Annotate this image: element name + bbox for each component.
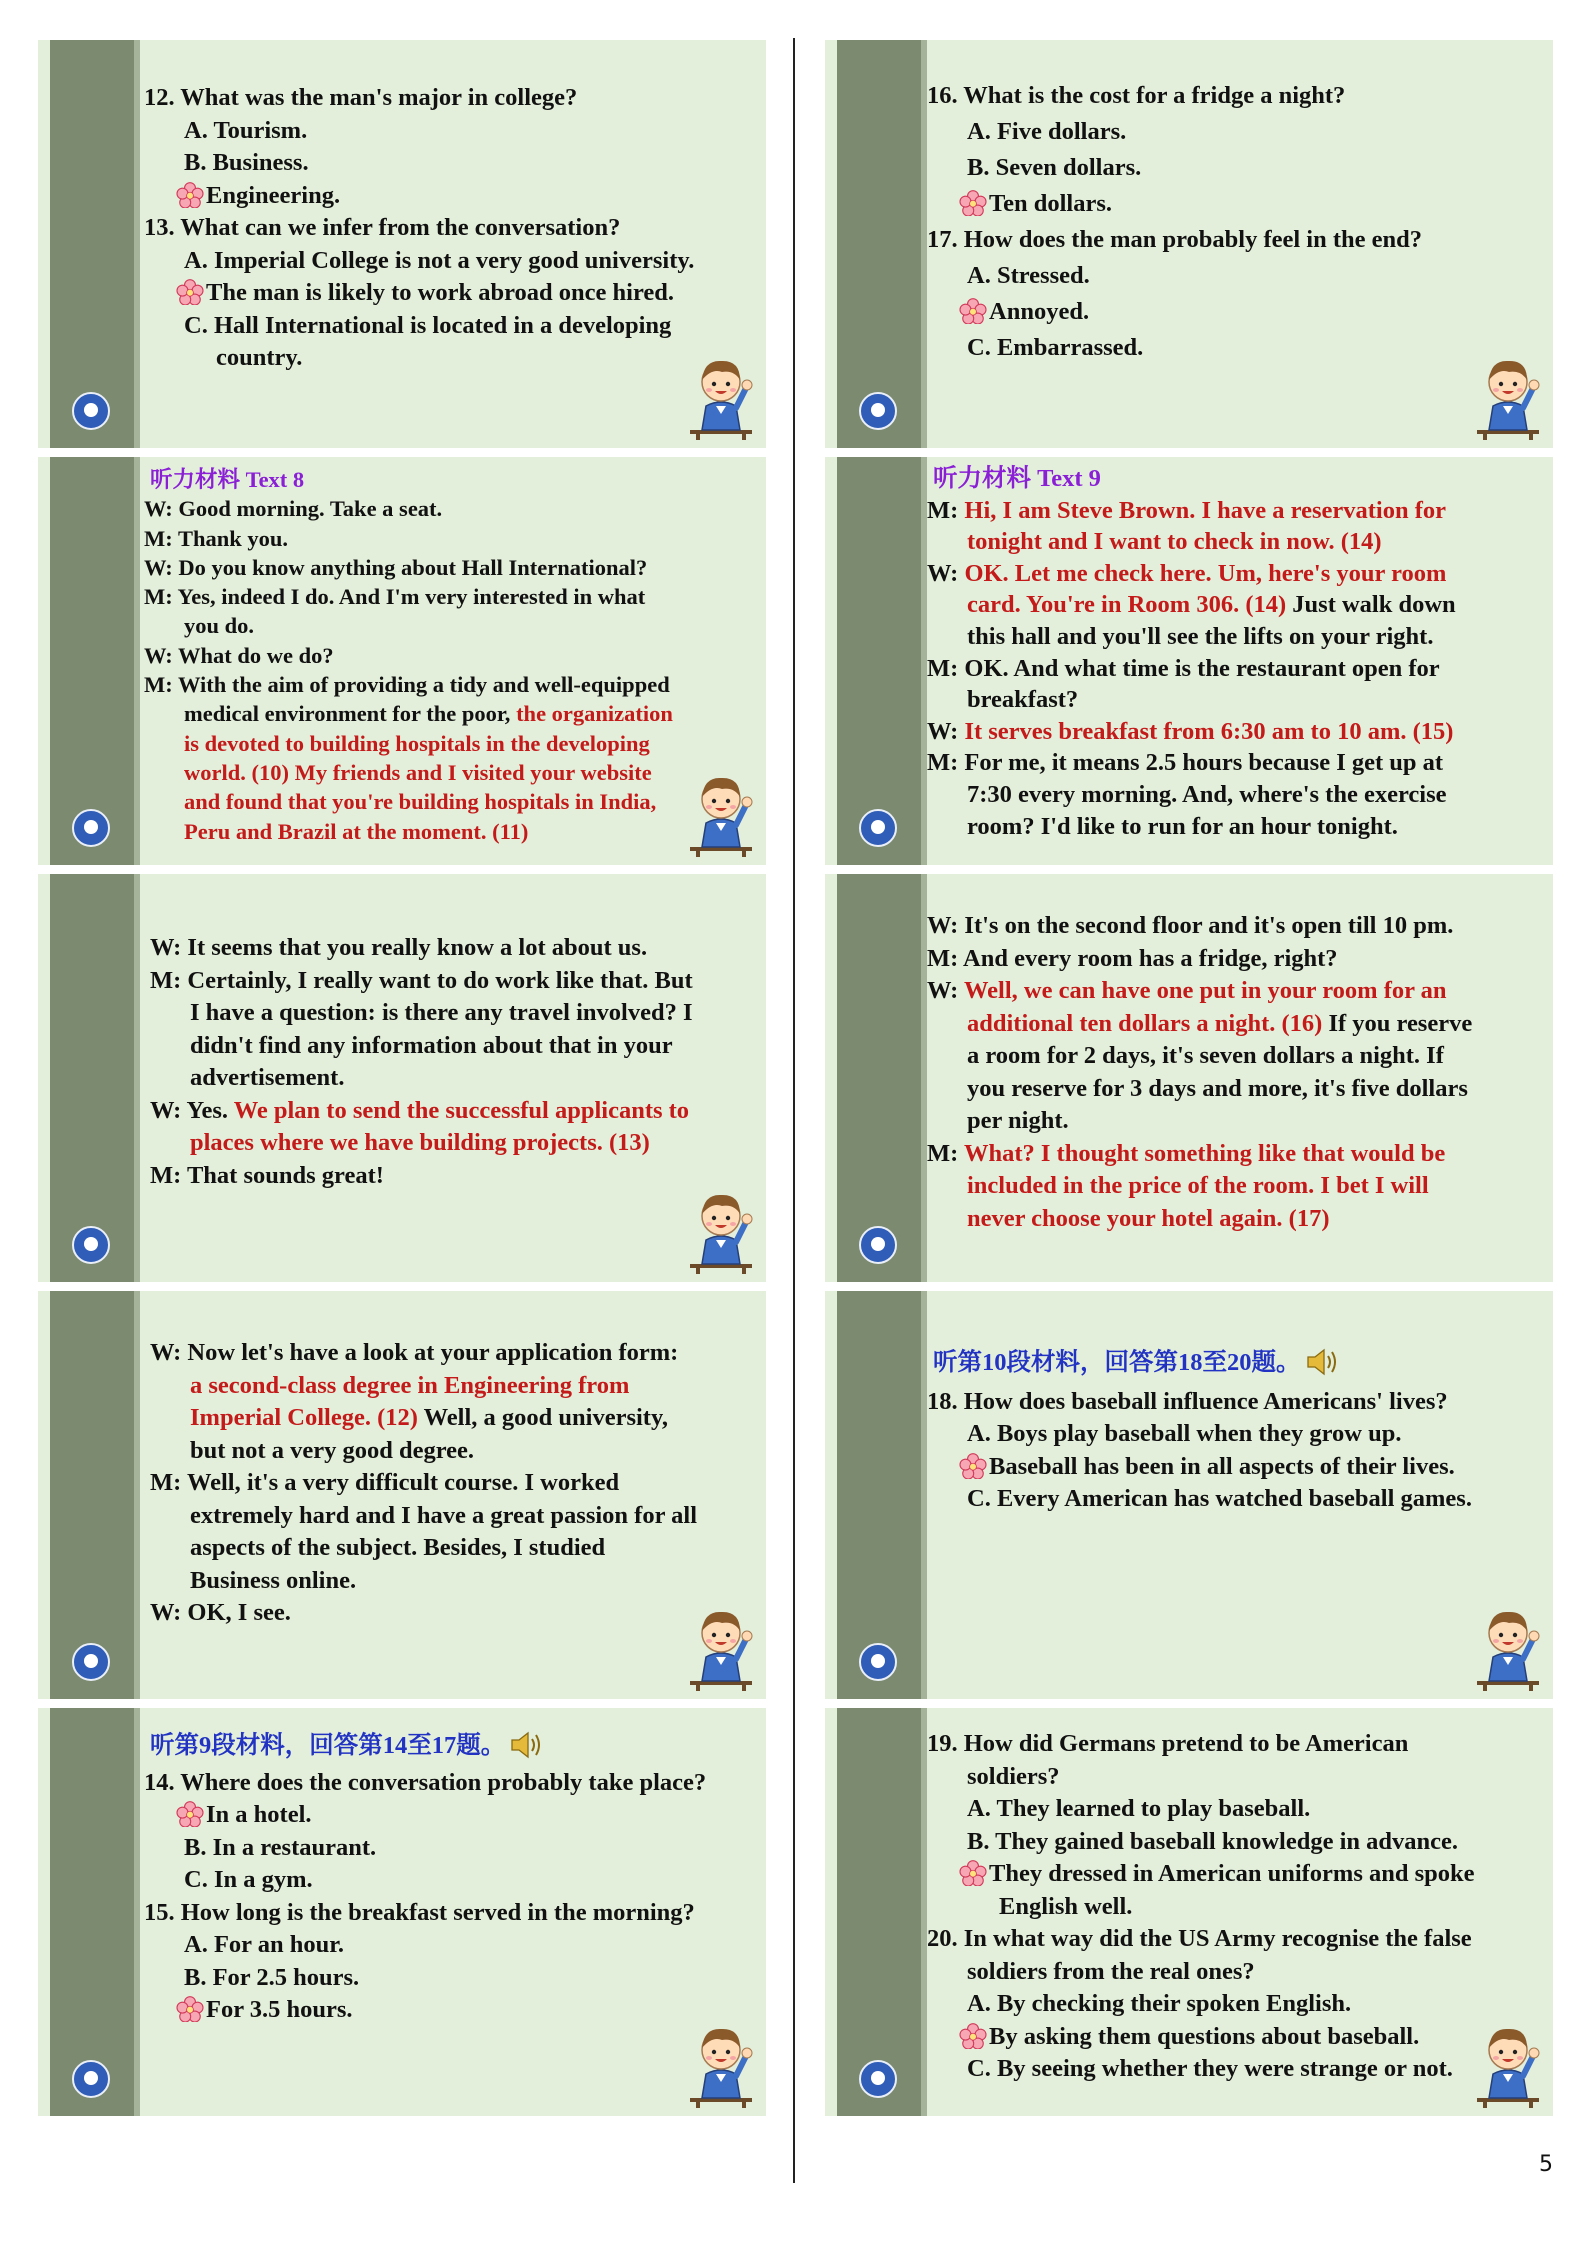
transcript-line: I have a question: is there any travel involved? I <box>190 999 693 1026</box>
school-logo-icon <box>859 809 897 847</box>
slide-side-stripe <box>134 1291 140 1699</box>
answer-flower-icon <box>959 2023 987 2049</box>
option-19b: B. They gained baseball knowledge in advance. <box>967 1827 1459 1855</box>
slide-side-bar <box>837 40 921 448</box>
slide-text8-part1 <box>38 457 766 865</box>
section-heading: 听力材料 Text 9 <box>933 465 1101 492</box>
option-17b-text: Annoyed. <box>989 298 1090 325</box>
transcript-text: medical environment for the poor, <box>184 701 517 727</box>
option-20b-text: By asking them questions about baseball. <box>989 2022 1420 2050</box>
option-12c-text: Engineering. <box>206 181 341 209</box>
transcript-line: advertisement. <box>190 1064 345 1091</box>
option-17b <box>927 294 1547 330</box>
transcript-line: M: Certainly, I really want to do work like that. But <box>150 966 693 994</box>
question-19: 19. How did Germans pretend to be American <box>927 1730 1409 1757</box>
answer-highlight: What? I thought something like that would be <box>963 1139 1446 1167</box>
slide-side-bar <box>50 457 134 865</box>
option-13b-text: The man is likely to work abroad once hired. <box>206 279 675 306</box>
slide-side-bar <box>837 1291 921 1699</box>
school-logo-icon <box>72 809 110 847</box>
transcript-line: W: It seems that you really know a lot about us. <box>150 934 648 961</box>
page-number: 5 <box>1539 2152 1553 2177</box>
cartoon-boy-icon <box>686 2018 756 2108</box>
answer-highlight: never choose your hotel again. (17) <box>967 1204 1330 1232</box>
transcript-line: you do. <box>184 613 255 639</box>
option-15b: B. For 2.5 hours. <box>184 1963 360 1991</box>
slide-side-bar <box>837 457 921 865</box>
answer-flower-icon <box>176 182 204 208</box>
slide-questions-14-15 <box>38 1708 766 2116</box>
school-logo-icon <box>859 392 897 430</box>
option-13a: A. Imperial College is not a very good university. <box>184 246 695 274</box>
transcript-line: W: Good morning. Take a seat. <box>144 496 443 522</box>
answer-flower-icon <box>176 279 204 305</box>
transcript-line <box>150 1095 760 1128</box>
option-18b <box>927 1451 1547 1484</box>
speaker-label: M: <box>927 1139 964 1167</box>
option-14c: C. In a gym. <box>184 1866 313 1893</box>
transcript-text: Just walk down <box>1286 591 1456 619</box>
transcript-line: a room for 2 days, it's seven dollars a night. If <box>967 1042 1444 1069</box>
transcript-line: but not a very good degree. <box>190 1436 474 1464</box>
option-16a: A. Five dollars. <box>967 118 1127 145</box>
speaker-label: W: <box>927 717 965 745</box>
option-15c-text: For 3.5 hours. <box>206 1996 353 2023</box>
slide-side-bar <box>837 874 921 1282</box>
option-15a: A. For an hour. <box>184 1931 344 1958</box>
transcript-line: W: It's on the second floor and it's open till 10 pm. <box>927 912 1454 939</box>
slide-text9-part1 <box>825 457 1553 865</box>
transcript-line: 7:30 every morning. And, where's the exercise <box>967 780 1447 808</box>
slide-side-stripe <box>134 457 140 865</box>
transcript-line <box>927 495 1547 527</box>
answer-highlight: Peru and Brazil at the moment. (11) <box>184 818 529 844</box>
question-20-cont: soldiers from the real ones? <box>967 1957 1255 1985</box>
slide-side-bar <box>837 1708 921 2116</box>
transcript-line: W: Now let's have a look at your application form: <box>150 1339 679 1366</box>
school-logo-icon <box>72 2060 110 2098</box>
slide-text9-part2 <box>825 874 1553 1282</box>
transcript-line: W: What do we do? <box>144 642 334 668</box>
answer-flower-icon <box>176 1801 204 1827</box>
section-heading <box>144 1730 760 1763</box>
transcript-line <box>144 699 760 728</box>
transcript-line: didn't find any information about that in your <box>190 1031 673 1059</box>
option-17a: A. Stressed. <box>967 262 1090 289</box>
question-12: 12. What was the man's major in college? <box>144 84 578 111</box>
option-20c: C. By seeing whether they were strange or not. <box>967 2055 1453 2082</box>
transcript-line: breakfast? <box>967 686 1079 714</box>
answer-highlight: We plan to send the successful applicants to <box>233 1096 690 1124</box>
slide-questions-16-17 <box>825 40 1553 448</box>
answer-flower-icon <box>959 298 987 324</box>
option-13b <box>144 277 760 310</box>
speaker-label: W: <box>927 559 965 587</box>
option-18a: A. Boys play baseball when they grow up. <box>967 1420 1402 1447</box>
option-20b <box>927 2021 1547 2054</box>
question-17: 17. How does the man probably feel in the end? <box>927 226 1423 253</box>
section-heading <box>927 1347 1547 1380</box>
option-20a: A. By checking their spoken English. <box>967 1990 1352 2017</box>
section-heading-text: 听第9段材料，回答第14至17题。 <box>150 1732 506 1759</box>
school-logo-icon <box>72 1643 110 1681</box>
option-18c: C. Every American has watched baseball games. <box>967 1485 1472 1512</box>
transcript-text: W: Yes. <box>150 1096 234 1124</box>
school-logo-icon <box>72 1226 110 1264</box>
question-13: 13. What can we infer from the conversation? <box>144 214 621 241</box>
school-logo-icon <box>72 392 110 430</box>
answer-highlight: Well, we can have one put in your room for an <box>964 977 1447 1004</box>
slide-text8-part2 <box>38 874 766 1282</box>
slide-side-bar <box>50 1708 134 2116</box>
transcript-line: M: Well, it's a very difficult course. I worked <box>150 1469 620 1496</box>
answer-highlight: card. You're in Room 306. (14) <box>967 591 1287 619</box>
answer-highlight: Hi, I am Steve Brown. I have a reservation for <box>964 496 1446 524</box>
option-17c: C. Embarrassed. <box>967 334 1144 361</box>
option-19c <box>927 1858 1547 1891</box>
option-14a-text: In a hotel. <box>206 1801 312 1828</box>
transcript-line: per night. <box>967 1107 1069 1134</box>
question-19-cont: soldiers? <box>967 1762 1060 1790</box>
transcript-line: M: Yes, indeed I do. And I'm very interested in what <box>144 584 646 610</box>
answer-highlight: included in the price of the room. I bet I will <box>967 1172 1429 1199</box>
question-14: 14. Where does the conversation probably take place? <box>144 1768 707 1796</box>
transcript-line: M: For me, it means 2.5 hours because I get up at <box>927 749 1444 777</box>
option-16c-text: Ten dollars. <box>989 190 1112 217</box>
answer-flower-icon <box>959 1453 987 1479</box>
school-logo-icon <box>859 1226 897 1264</box>
section-heading-text: 听第10段材料，回答第18至20题。 <box>933 1349 1301 1376</box>
column-divider <box>793 38 795 2183</box>
transcript-line <box>927 558 1547 590</box>
answer-flower-icon <box>176 1996 204 2022</box>
answer-highlight: additional ten dollars a night. (16) <box>967 1009 1323 1037</box>
transcript-line: extremely hard and I have a great passion for all <box>190 1501 698 1529</box>
answer-flower-icon <box>959 1860 987 1886</box>
answer-highlight: and found that you're building hospitals in India, <box>184 789 657 815</box>
slide-side-stripe <box>134 40 140 448</box>
option-13c-cont: country. <box>216 344 303 371</box>
option-13c: C. Hall International is located in a developing <box>184 311 672 339</box>
slide-text8-part3 <box>38 1291 766 1699</box>
transcript-line <box>150 1402 760 1435</box>
transcript-line: Business online. <box>190 1566 357 1594</box>
answer-highlight: tonight and I want to check in now. (14) <box>967 528 1382 556</box>
school-logo-icon <box>859 1643 897 1681</box>
slide-questions-18 <box>825 1291 1553 1699</box>
transcript-line: aspects of the subject. Besides, I studied <box>190 1534 606 1561</box>
slide-side-stripe <box>134 874 140 1282</box>
slide-side-bar <box>50 874 134 1282</box>
answer-highlight: world. (10) My friends and I visited your website <box>184 759 652 785</box>
slide-side-stripe <box>134 1708 140 2116</box>
option-15c <box>144 1994 760 2027</box>
question-15: 15. How long is the breakfast served in the morning? <box>144 1898 695 1926</box>
option-19c-cont: English well. <box>999 1892 1133 1920</box>
transcript-line <box>927 1008 1547 1041</box>
slide-questions-12-13 <box>38 40 766 448</box>
question-16: 16. What is the cost for a fridge a night? <box>927 82 1346 109</box>
transcript-line: W: Do you know anything about Hall International? <box>144 554 648 580</box>
option-12c <box>144 180 760 213</box>
section-heading: 听力材料 Text 8 <box>150 467 305 492</box>
speaker-icon[interactable] <box>1305 1347 1339 1377</box>
slide-side-bar <box>50 1291 134 1699</box>
option-16c <box>927 186 1547 222</box>
answer-highlight: OK. Let me check here. Um, here's your room <box>964 559 1447 587</box>
transcript-line: M: OK. And what time is the restaurant open for <box>927 654 1440 682</box>
answer-highlight: Imperial College. (12) <box>190 1404 418 1431</box>
transcript-line: W: OK, I see. <box>150 1599 291 1626</box>
option-14b: B. In a restaurant. <box>184 1833 377 1861</box>
transcript-line <box>927 1138 1547 1171</box>
transcript-line: M: And every room has a fridge, right? <box>927 944 1338 972</box>
option-16b: B. Seven dollars. <box>967 154 1142 181</box>
option-18b-text: Baseball has been in all aspects of their lives. <box>989 1452 1455 1480</box>
transcript-line: you reserve for 3 days and more, it's five dollars <box>967 1074 1468 1102</box>
option-19c-text: They dressed in American uniforms and spoke <box>989 1860 1475 1887</box>
speaker-icon[interactable] <box>509 1730 543 1760</box>
answer-highlight: is devoted to building hospitals in the developing <box>184 730 650 756</box>
answer-highlight: It serves breakfast from 6:30 am to 10 am. (15) <box>964 717 1454 745</box>
answer-highlight: the organization <box>516 701 673 727</box>
answer-highlight: a second-class degree in Engineering from <box>190 1371 630 1399</box>
transcript-line: room? I'd like to run for an hour tonight. <box>967 812 1398 840</box>
answer-highlight: places where we have building projects. (13) <box>190 1129 650 1156</box>
transcript-line: M: With the aim of providing a tidy and well-equipped <box>144 672 670 698</box>
option-14a <box>144 1799 760 1832</box>
school-logo-icon <box>859 2060 897 2098</box>
question-20: 20. In what way did the US Army recognise the false <box>927 1925 1472 1952</box>
transcript-line <box>927 589 1547 621</box>
option-12a: A. Tourism. <box>184 116 308 144</box>
question-18: 18. How does baseball influence Americans' lives? <box>927 1387 1448 1415</box>
speaker-label: W: <box>927 977 964 1004</box>
option-12b: B. Business. <box>184 149 309 176</box>
transcript-line: M: That sounds great! <box>150 1161 384 1189</box>
speaker-label: M: <box>927 496 965 524</box>
option-19a: A. They learned to play baseball. <box>967 1795 1311 1822</box>
transcript-line: M: Thank you. <box>144 525 289 551</box>
slide-side-bar <box>50 40 134 448</box>
transcript-line: this hall and you'll see the lifts on your right. <box>967 622 1434 650</box>
transcript-text: Well, a good university, <box>417 1404 668 1431</box>
cartoon-boy-icon <box>1473 1601 1543 1691</box>
cartoon-boy-icon <box>686 1184 756 1274</box>
slide-questions-19-20 <box>825 1708 1553 2116</box>
transcript-text: If you reserve <box>1322 1009 1473 1037</box>
transcript-line <box>927 716 1547 748</box>
answer-flower-icon <box>959 190 987 216</box>
transcript-line <box>927 975 1547 1008</box>
